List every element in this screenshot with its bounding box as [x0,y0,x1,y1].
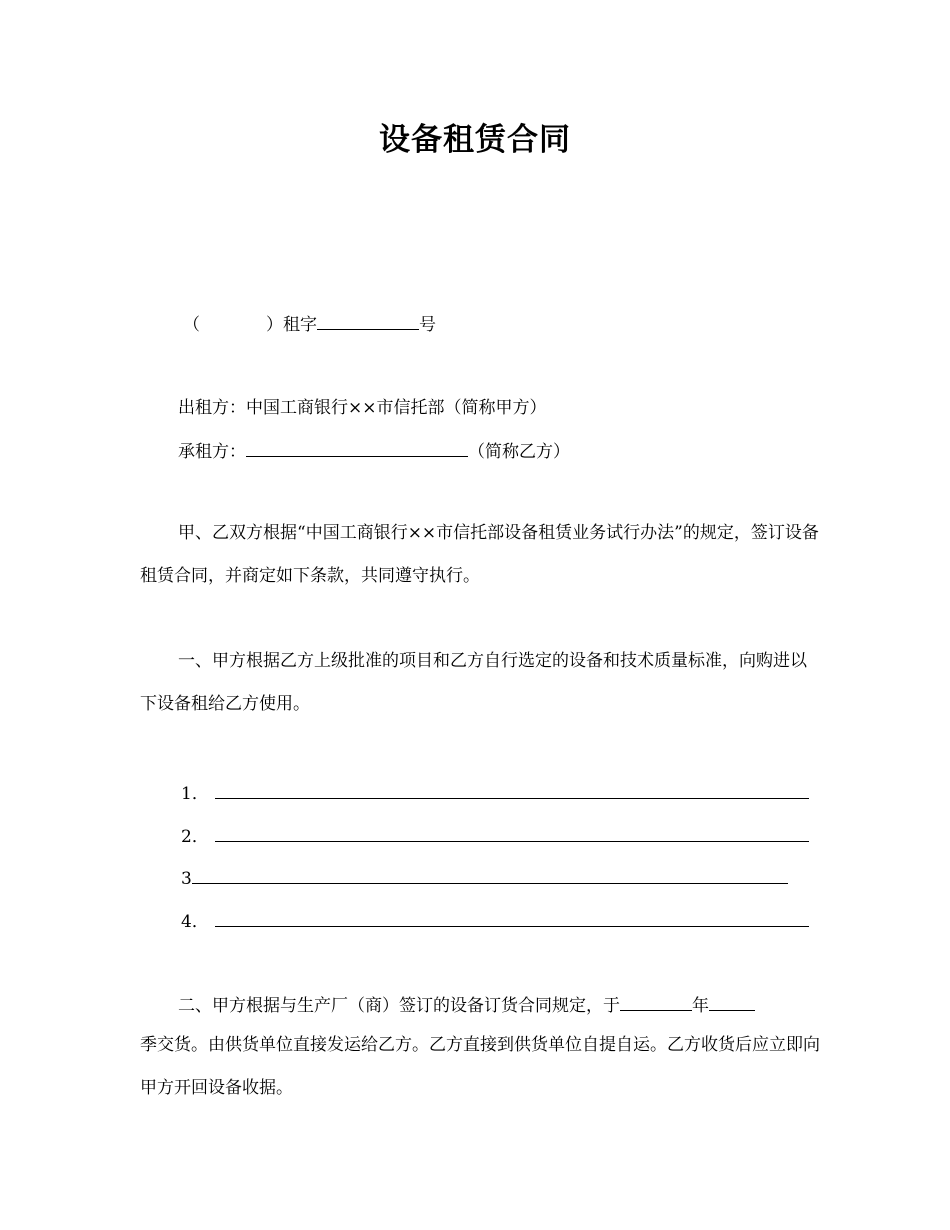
number-suffix: 号 [419,315,436,335]
delivery-year-blank[interactable] [620,992,692,1011]
clause-2-text: 二、甲方根据与生产厂（商）签订的设备订货合同规定，于 [178,996,620,1016]
lessee-line [178,438,570,464]
number-close-paren: ）租字 [266,315,317,335]
contract-number-blank[interactable] [317,311,419,330]
equipment-item-2 [181,823,809,849]
equipment-item-4 [181,908,809,934]
equipment-item-3 [181,865,788,891]
number-open-paren: （ [183,315,200,335]
year-label: 年 [692,996,709,1016]
contract-number-line [183,311,436,337]
item-number: 4． [181,912,209,932]
lessee-label: 承租方： [178,442,246,462]
clause-1-paragraph: 一、甲方根据乙方上级批准的项目和乙方自行选定的设备和技术质量标准，向购进以下设备租给乙方使用。 [140,651,807,714]
item-number: 3 [181,869,192,889]
item-4-blank[interactable] [215,908,809,927]
clause-2-first-line [178,992,755,1018]
item-number: 1． [181,784,209,804]
lessor-line: 出租方：中国工商银行××市信托部（简称甲方） [178,398,547,418]
lessee-suffix: （简称乙方） [468,442,570,462]
preamble-paragraph: 甲、乙双方根据“中国工商银行××市信托部设备租赁业务试行办法”的规定，签订设备租赁合同，并商定如下条款，共同遵守执行。 [140,523,819,586]
item-1-blank[interactable] [215,780,809,799]
equipment-item-1 [181,780,809,806]
item-2-blank[interactable] [215,823,809,842]
document-title: 设备租赁合同 [379,122,571,158]
lessee-name-blank[interactable] [246,438,468,457]
item-3-blank[interactable] [192,865,788,884]
clause-2-rest: 季交货。由供货单位直接发运给乙方。乙方直接到供货单位自提自运。乙方收货后应立即向甲方开回设备收据。 [140,1035,820,1098]
delivery-quarter-blank[interactable] [709,992,755,1011]
item-number: 2． [181,827,209,847]
